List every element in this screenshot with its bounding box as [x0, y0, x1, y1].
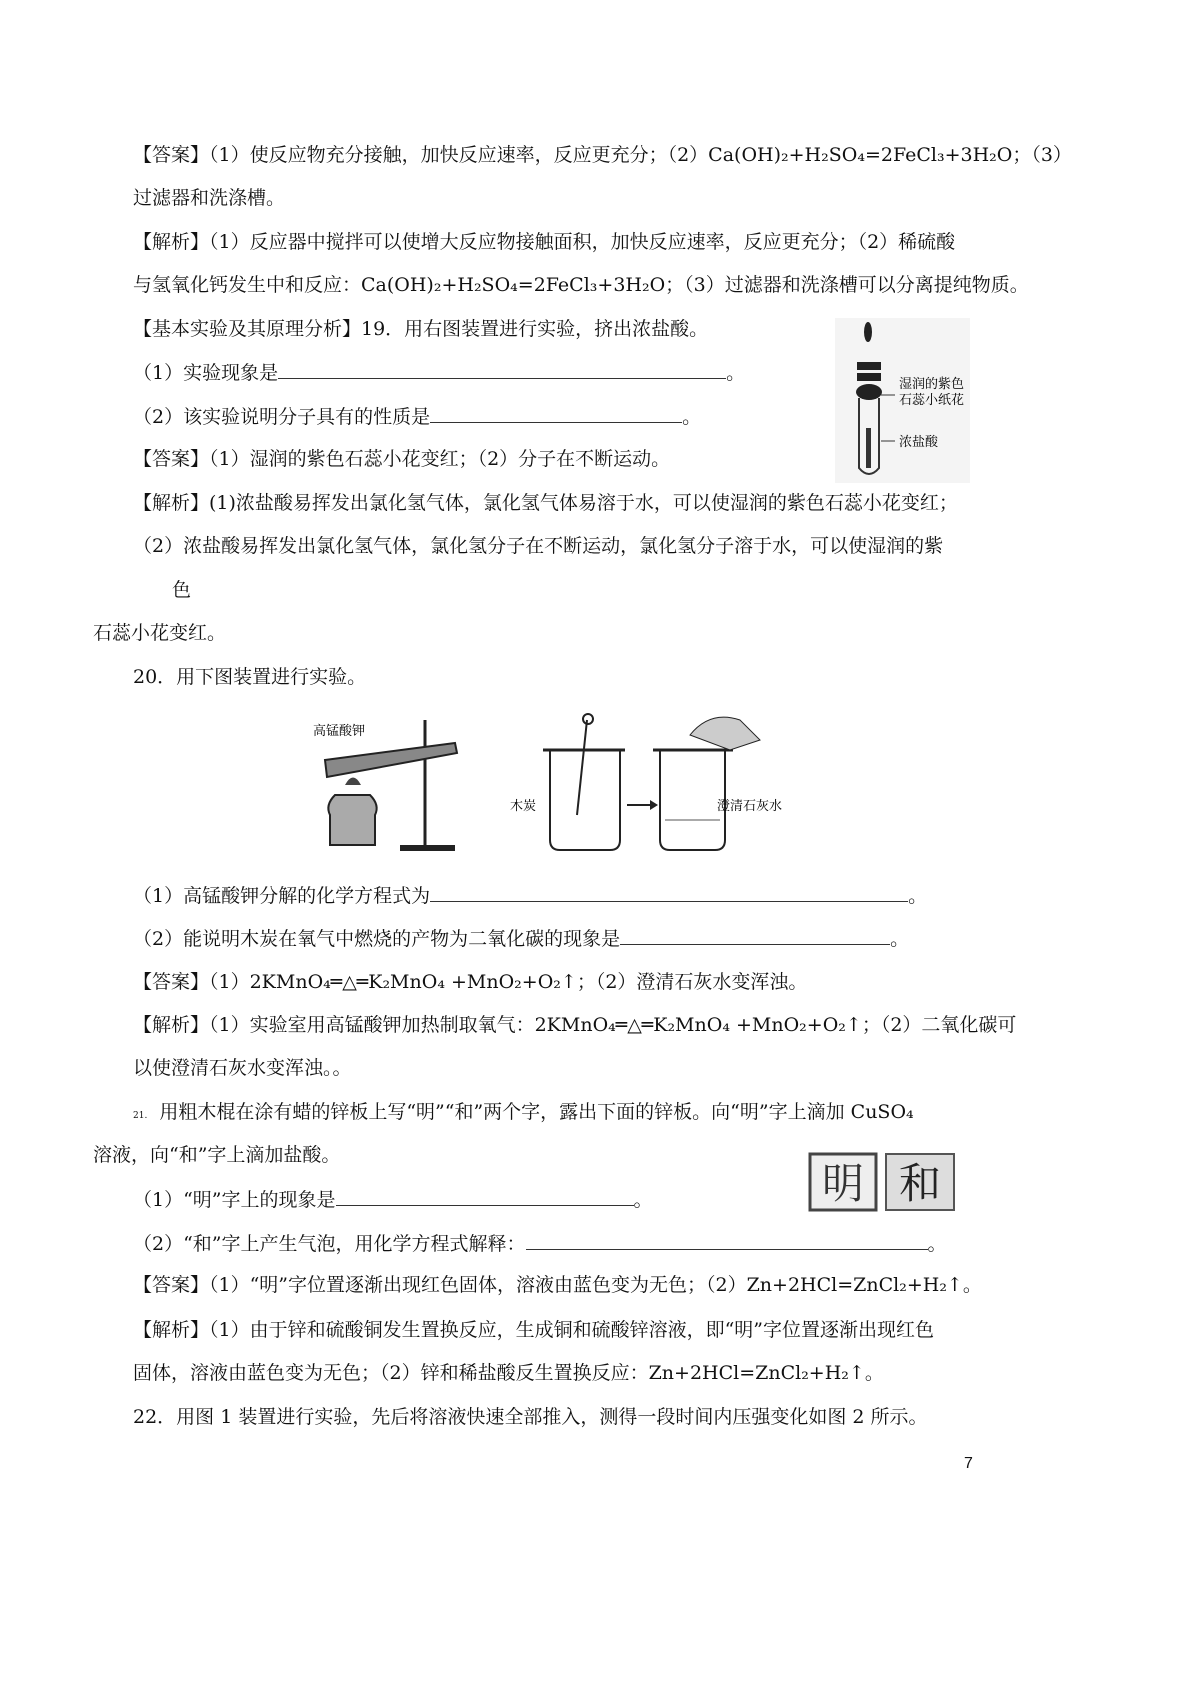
char-he: 和 [898, 1159, 942, 1208]
q21-stem-line1 [133, 1100, 914, 1128]
q18-analysis-line1: 【解析】（1）反应器中搅拌可以使增大反应物接触面积，加快反应速率，反应更充分；（2）稀硫酸 [133, 231, 956, 253]
q20-sub2 [133, 926, 909, 951]
period: 。 [682, 406, 702, 428]
label-limewater: 澄清石灰水 [717, 799, 783, 814]
q18-answer-line1: 【答案】（1）使反应物充分接触，加快反应速率，反应更充分；（2）Ca(OH)₂+H₂SO₄=2FeCl₃+3H₂O；（3） [133, 144, 1072, 166]
q21-zinc-plate-figure [808, 1150, 958, 1214]
q20-sub1 [133, 883, 927, 908]
q20-blank1[interactable] [430, 883, 908, 902]
q21-answer: 【答案】（1）“明”字位置逐渐出现红色固体，溶液由蓝色变为无色；（2）Zn+2HCl=ZnCl₂+H₂↑。 [133, 1274, 982, 1296]
q21-blank2[interactable] [526, 1231, 928, 1250]
q18-answer-line2: 过滤器和洗涤槽。 [133, 187, 286, 209]
label-wet-paper-1: 湿润的紫色 [899, 377, 965, 392]
q19-analysis-line4: 石蕊小花变红。 [93, 622, 227, 644]
q19-analysis-line2: （2）浓盐酸易挥发出氯化氢气体，氯化氢分子在不断运动，氯化氢分子溶于水，可以使湿润的紫 [133, 535, 944, 557]
q19-blank2[interactable] [430, 404, 682, 423]
q21-sub1-label: （1）“明”字上的现象是 [133, 1189, 336, 1211]
q19-answer: 【答案】（1）湿润的紫色石蕊小花变红；（2）分子在不断运动。 [133, 448, 671, 470]
q19-sub1-label: （1）实验现象是 [133, 362, 279, 384]
q19-analysis-line3: 色 [172, 579, 192, 601]
q21-sub2 [133, 1231, 947, 1256]
label-wet-paper-2: 石蕊小纸花 [899, 393, 965, 408]
q20-apparatus-figure [305, 705, 785, 860]
q21-analysis-line2: 固体，溶液由蓝色变为无色；（2）锌和稀盐酸反生置换反应：Zn+2HCl=ZnCl₂+H₂↑。 [133, 1362, 884, 1384]
q19-analysis-line1: 【解析】(1)浓盐酸易挥发出氯化氢气体，氯化氢气体易溶于水，可以使湿润的紫色石蕊小花变红； [133, 492, 958, 514]
period: 。 [927, 1233, 947, 1255]
q19-apparatus-figure [835, 318, 970, 483]
q21-sub2-label: （2）“和”字上产生气泡，用化学方程式解释： [133, 1233, 526, 1255]
period: 。 [633, 1189, 653, 1211]
q20-sub2-label: （2）能说明木炭在氧气中燃烧的产物为二氧化碳的现象是 [133, 928, 621, 950]
q21-analysis-line1: 【解析】（1）由于锌和硫酸铜发生置换反应，生成铜和硫酸锌溶液，即“明”字位置逐渐出现红色 [133, 1319, 935, 1341]
q20-sub1-label: （1）高锰酸钾分解的化学方程式为 [133, 885, 431, 907]
q19-sub1 [133, 360, 745, 385]
q21-stem-line2: 溶液，向“和”字上滴加盐酸。 [93, 1144, 341, 1166]
q20-blank2[interactable] [620, 926, 890, 945]
q19-sub2-label: （2）该实验说明分子具有的性质是 [133, 406, 431, 428]
q19-stem: 【基本实验及其原理分析】19．用右图装置进行实验，挤出浓盐酸。 [133, 318, 709, 340]
period: 。 [726, 362, 746, 384]
q21-blank1[interactable] [336, 1187, 634, 1206]
page-number: 7 [964, 1455, 973, 1472]
label-charcoal: 木炭 [510, 799, 537, 814]
q21-number: 21. [133, 1111, 148, 1121]
q18-analysis-line2: 与氢氧化钙发生中和反应：Ca(OH)₂+H₂SO₄=2FeCl₃+3H₂O；（3）过滤器和洗涤槽可以分离提纯物质。 [133, 274, 1029, 296]
char-ming: 明 [821, 1159, 865, 1208]
q20-analysis-line1: 【解析】（1）实验室用高锰酸钾加热制取氧气：2KMnO₄═△═K₂MnO₄ +MnO₂+O₂↑；（2）二氧化碳可 [133, 1014, 1017, 1036]
q20-answer: 【答案】（1）2KMnO₄═△═K₂MnO₄ +MnO₂+O₂↑；（2）澄清石灰水变浑浊。 [133, 971, 808, 993]
q19-sub2 [133, 404, 701, 429]
q22-stem: 22．用图 1 装置进行实验，先后将溶液快速全部推入，测得一段时间内压强变化如图 2 所示。 [133, 1406, 928, 1428]
label-kmno4: 高锰酸钾 [313, 724, 366, 739]
period: 。 [890, 928, 910, 950]
q20-stem: 20．用下图装置进行实验。 [133, 666, 367, 688]
q20-analysis-line2: 以使澄清石灰水变浑浊。。 [133, 1057, 352, 1079]
q21-sub1 [133, 1187, 653, 1212]
q19-blank1[interactable] [278, 360, 726, 379]
q21-stem-text: 用粗木棍在涂有蜡的锌板上写“明”“和”两个字，露出下面的锌板。向“明”字上滴加 CuSO₄ [159, 1101, 914, 1123]
label-conc-hcl: 浓盐酸 [899, 435, 939, 450]
period: 。 [908, 885, 928, 907]
